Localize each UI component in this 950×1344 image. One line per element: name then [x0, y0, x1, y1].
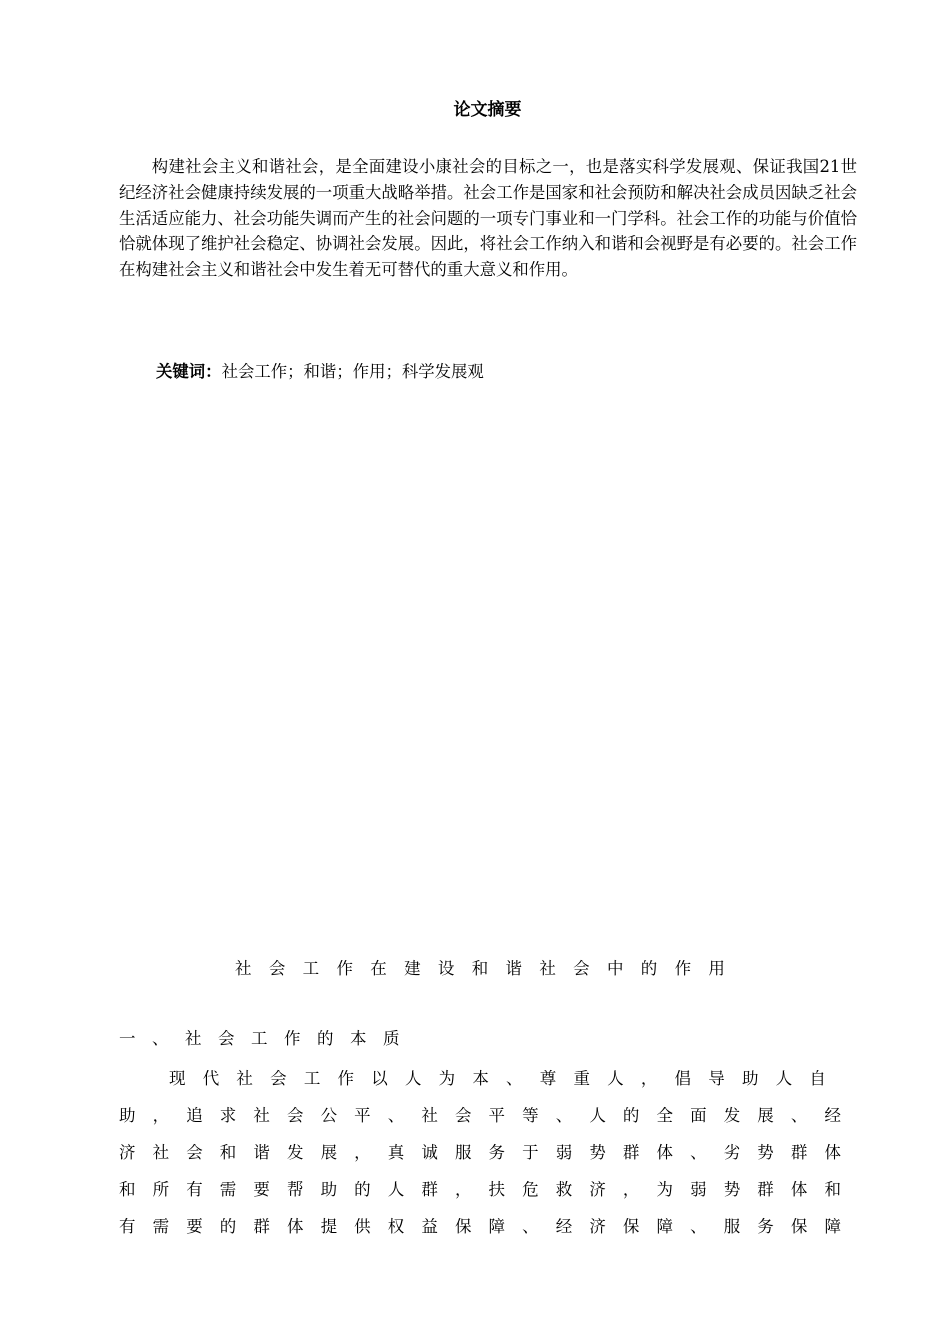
glyph: 务	[757, 1217, 774, 1236]
glyph: ，	[354, 1143, 371, 1162]
body-line	[119, 1208, 841, 1245]
glyph: 发	[286, 1143, 304, 1162]
glyph: 障	[488, 1217, 506, 1236]
glyph: 社	[152, 1143, 170, 1162]
glyph: ，	[152, 1106, 170, 1125]
keywords-line	[156, 360, 484, 384]
glyph: 危	[522, 1180, 539, 1199]
glyph: 和	[824, 1180, 841, 1199]
glyph: 代	[202, 1069, 220, 1088]
glyph: 追	[186, 1106, 203, 1125]
section-body	[119, 1060, 841, 1245]
glyph: 体	[824, 1143, 841, 1162]
glyph: 在	[370, 959, 387, 978]
glyph: 服	[723, 1217, 741, 1236]
glyph: 弱	[690, 1180, 707, 1199]
glyph: 益	[421, 1217, 438, 1236]
glyph: 公	[320, 1106, 338, 1125]
glyph: 、	[506, 1069, 523, 1088]
glyph: 会	[454, 1106, 472, 1125]
glyph: 展	[757, 1106, 774, 1125]
abstract-title: 论文摘要	[453, 100, 522, 120]
glyph: 社	[253, 1106, 270, 1125]
glyph: 平	[354, 1106, 371, 1125]
glyph: 平	[488, 1106, 506, 1125]
glyph: 人	[607, 1069, 624, 1088]
body-line	[169, 1060, 826, 1097]
glyph: 作	[674, 959, 692, 978]
glyph: 人	[775, 1069, 793, 1088]
glyph: 提	[320, 1217, 338, 1236]
glyph: 工	[303, 1069, 321, 1088]
glyph: 保	[790, 1217, 808, 1236]
glyph: 工	[302, 959, 320, 978]
glyph: 有	[119, 1217, 136, 1236]
keywords-text: 社会工作；和谐；作用；科学发展观	[221, 362, 484, 381]
glyph: 人	[404, 1069, 422, 1088]
glyph: 现	[169, 1069, 186, 1088]
glyph: 群	[757, 1180, 774, 1199]
glyph: 障	[824, 1217, 841, 1236]
body-line	[119, 1097, 841, 1134]
glyph: 社	[539, 959, 556, 978]
glyph: 需	[219, 1180, 237, 1199]
glyph: 济	[589, 1217, 606, 1236]
glyph: ，	[454, 1180, 472, 1199]
glyph: 以	[371, 1069, 388, 1088]
glyph: 用	[708, 959, 725, 978]
glyph: 助	[320, 1180, 338, 1199]
glyph: 济	[119, 1143, 136, 1162]
glyph: 经	[824, 1106, 841, 1125]
glyph: 务	[488, 1143, 506, 1162]
glyph: 求	[219, 1106, 237, 1125]
article-title	[235, 957, 725, 981]
glyph: 群	[790, 1143, 808, 1162]
glyph: 、	[522, 1217, 539, 1236]
glyph: 中	[606, 959, 624, 978]
glyph: 劣	[723, 1143, 741, 1162]
glyph: 障	[656, 1217, 673, 1236]
glyph: 帮	[286, 1180, 304, 1199]
glyph: 体	[286, 1217, 304, 1236]
body-line	[119, 1134, 841, 1171]
glyph: 保	[622, 1217, 640, 1236]
glyph: 全	[656, 1106, 673, 1125]
section-heading: 一、社会工作的本质	[119, 1029, 416, 1048]
glyph: 救	[555, 1180, 573, 1199]
glyph: 势	[723, 1180, 741, 1199]
glyph: 、	[555, 1106, 573, 1125]
glyph: ，	[622, 1180, 640, 1199]
glyph: 倡	[674, 1069, 692, 1088]
glyph: 弱	[555, 1143, 573, 1162]
glyph: 供	[354, 1217, 371, 1236]
glyph: 势	[757, 1143, 774, 1162]
glyph: 助	[119, 1106, 136, 1125]
glyph: 和	[219, 1143, 237, 1162]
glyph: 展	[320, 1143, 338, 1162]
glyph: 自	[809, 1069, 826, 1088]
glyph: 人	[589, 1106, 606, 1125]
glyph: 的	[219, 1217, 237, 1236]
keywords-label: 关键词：	[156, 362, 222, 381]
glyph: 真	[387, 1143, 405, 1162]
glyph: 济	[589, 1180, 606, 1199]
glyph: 重	[573, 1069, 590, 1088]
glyph: 为	[438, 1069, 456, 1088]
glyph: ，	[640, 1069, 658, 1088]
glyph: 导	[708, 1069, 725, 1088]
glyph: 助	[741, 1069, 759, 1088]
glyph: 经	[555, 1217, 573, 1236]
glyph: 扶	[488, 1180, 506, 1199]
glyph: 要	[253, 1180, 270, 1199]
glyph: 等	[522, 1106, 539, 1125]
glyph: 保	[454, 1217, 472, 1236]
glyph: 势	[589, 1143, 606, 1162]
glyph: 作	[336, 959, 353, 978]
glyph: 会	[268, 959, 286, 978]
glyph: 和	[119, 1180, 136, 1199]
glyph: 体	[790, 1180, 808, 1199]
glyph: 和	[471, 959, 489, 978]
glyph: 所	[152, 1180, 170, 1199]
glyph: 社	[421, 1106, 438, 1125]
glyph: 群	[253, 1217, 270, 1236]
glyph: 人	[387, 1180, 405, 1199]
glyph: 、	[387, 1106, 405, 1125]
glyph: 为	[656, 1180, 673, 1199]
glyph: 的	[354, 1180, 371, 1199]
abstract-body: 构建社会主义和谐社会，是全面建设小康社会的目标之一，也是落实科学发展观、保证我国21世纪经济社会健康持续发展的一项重大战略举措。社会工作是国家和社会预防和解决社会成员因缺乏社会生活适应能力、社会功能失调而产生的社会问题的一项专门事业和一门学科。社会工作的功能与价值恰恰就体现了维护社会稳定、协调社会发展。因此，将社会工作纳入和谐和会视野是有必要的。社会工作在构建社会主义和谐社会中发生着无可替代的重大意义和作用。	[119, 157, 857, 280]
glyph: 设	[437, 959, 455, 978]
glyph: 有	[186, 1180, 203, 1199]
glyph: 需	[152, 1217, 170, 1236]
glyph: 诚	[421, 1143, 438, 1162]
glyph: 要	[186, 1217, 203, 1236]
body-line	[119, 1171, 841, 1208]
glyph: 、	[690, 1217, 707, 1236]
glyph: 会	[286, 1106, 304, 1125]
glyph: 建	[404, 959, 421, 978]
glyph: 体	[656, 1143, 673, 1162]
glyph: 谐	[253, 1143, 270, 1162]
glyph: 的	[640, 959, 658, 978]
glyph: 权	[387, 1217, 405, 1236]
glyph: 谐	[505, 959, 522, 978]
glyph: 会	[573, 959, 590, 978]
glyph: 会	[186, 1143, 203, 1162]
glyph: 于	[522, 1143, 539, 1162]
glyph: 发	[723, 1106, 741, 1125]
glyph: 会	[270, 1069, 287, 1088]
glyph: 尊	[539, 1069, 557, 1088]
glyph: 本	[472, 1069, 489, 1088]
glyph: 的	[622, 1106, 640, 1125]
glyph: 服	[454, 1143, 472, 1162]
glyph: 面	[690, 1106, 707, 1125]
glyph: 群	[421, 1180, 438, 1199]
glyph: 群	[622, 1143, 640, 1162]
glyph: 作	[337, 1069, 355, 1088]
glyph: 、	[690, 1143, 707, 1162]
glyph: 社	[235, 959, 252, 978]
glyph: 社	[236, 1069, 253, 1088]
glyph: 、	[790, 1106, 808, 1125]
